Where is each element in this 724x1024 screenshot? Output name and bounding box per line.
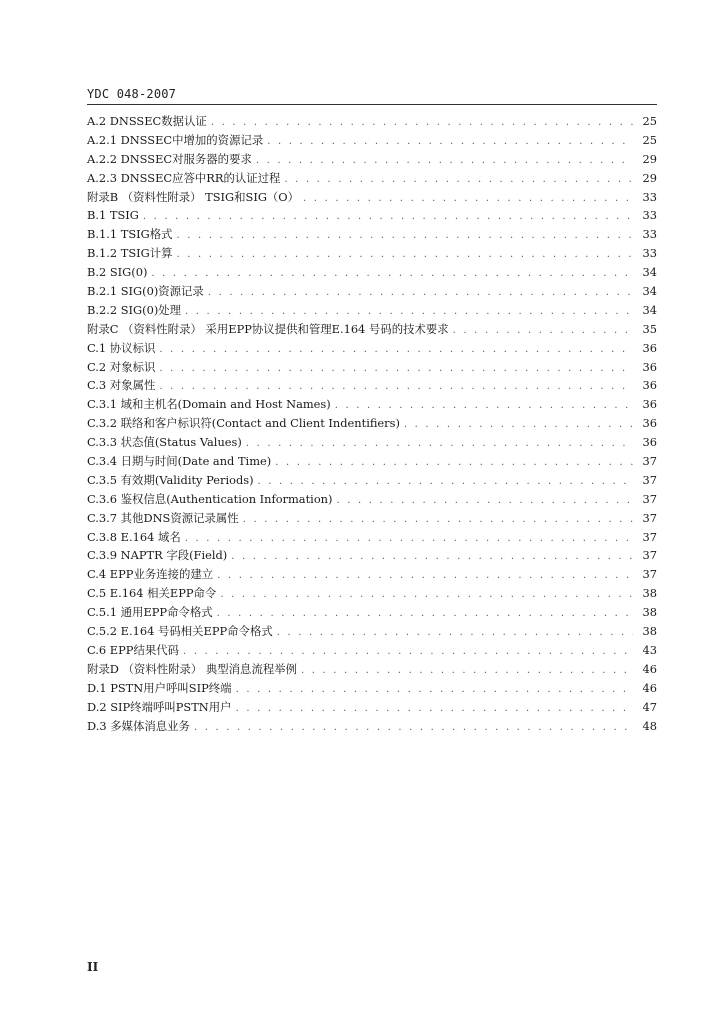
toc-entry-title: C.3.7 其他DNS资源记录属性 bbox=[87, 510, 239, 525]
toc-entry-page-number: 37 bbox=[642, 548, 657, 563]
toc-entry[interactable] bbox=[87, 376, 657, 395]
toc-entry[interactable] bbox=[87, 452, 657, 471]
toc-entry-page-number: 35 bbox=[642, 321, 657, 336]
toc-entry-title: 附录D （资料性附录） 典型消息流程举例 bbox=[87, 661, 298, 676]
toc-entry-title: B.1 TSIG bbox=[87, 208, 139, 223]
toc-entry-page-number: 38 bbox=[642, 605, 657, 620]
toc-entry[interactable] bbox=[87, 641, 657, 660]
toc-entry[interactable] bbox=[87, 263, 657, 282]
toc-entry-page-number: 34 bbox=[642, 265, 657, 280]
toc-entry[interactable] bbox=[87, 565, 657, 584]
toc-dot-leader bbox=[151, 265, 633, 284]
toc-entry[interactable] bbox=[87, 433, 657, 452]
toc-dot-leader bbox=[231, 548, 633, 567]
toc-entry-title: D.3 多媒体消息业务 bbox=[87, 718, 190, 733]
toc-entry-title: C.3.6 鉴权信息(Authentication Information) bbox=[87, 491, 333, 506]
toc-entry-title: D.1 PSTN用户呼叫SIP终端 bbox=[87, 680, 232, 695]
toc-entry-title: C.4 EPP业务连接的建立 bbox=[87, 567, 214, 582]
header-divider bbox=[87, 104, 657, 105]
toc-dot-leader bbox=[236, 700, 633, 719]
toc-entry-page-number: 47 bbox=[642, 699, 657, 714]
toc-entry-title: B.1.2 TSIG计算 bbox=[87, 246, 173, 261]
toc-entry-title: A.2.2 DNSSEC对服务器的要求 bbox=[87, 151, 252, 166]
toc-entry[interactable] bbox=[87, 660, 657, 679]
toc-entry-page-number: 29 bbox=[642, 170, 657, 185]
toc-dot-leader bbox=[275, 454, 633, 473]
toc-entry-title: C.3.2 联络和客户标识符(Contact and Client Indentifiers) bbox=[87, 416, 400, 431]
toc-dot-leader bbox=[194, 719, 633, 738]
toc-entry-title: B.1.1 TSIG格式 bbox=[87, 227, 173, 242]
toc-entry[interactable] bbox=[87, 490, 657, 509]
toc-entry[interactable] bbox=[87, 301, 657, 320]
toc-entry-page-number: 33 bbox=[642, 208, 657, 223]
toc-entry[interactable] bbox=[87, 698, 657, 717]
toc-entry[interactable] bbox=[87, 206, 657, 225]
toc-entry-page-number: 37 bbox=[642, 510, 657, 525]
toc-entry-page-number: 37 bbox=[642, 529, 657, 544]
toc-dot-leader bbox=[159, 360, 633, 379]
toc-entry-page-number: 38 bbox=[642, 624, 657, 639]
toc-entry-title: C.5.2 E.164 号码相关EPP命令格式 bbox=[87, 624, 273, 639]
document-code-header: YDC 048-2007 bbox=[87, 87, 177, 101]
toc-entry[interactable] bbox=[87, 225, 657, 244]
toc-entry-page-number: 37 bbox=[642, 491, 657, 506]
toc-entry[interactable] bbox=[87, 546, 657, 565]
toc-entry-page-number: 33 bbox=[642, 189, 657, 204]
toc-entry-page-number: 38 bbox=[642, 586, 657, 601]
toc-entry[interactable] bbox=[87, 622, 657, 641]
toc-entry-title: B.2.2 SIG(0)处理 bbox=[87, 302, 182, 317]
toc-entry-page-number: 46 bbox=[642, 661, 657, 676]
toc-entry-title: B.2.1 SIG(0)资源记录 bbox=[87, 284, 204, 299]
toc-entry-page-number: 37 bbox=[642, 472, 657, 487]
toc-entry-title: C.3.8 E.164 域名 bbox=[87, 529, 181, 544]
toc-dot-leader bbox=[243, 511, 633, 530]
toc-entry-page-number: 34 bbox=[642, 302, 657, 317]
toc-entry-page-number: 34 bbox=[642, 284, 657, 299]
toc-entry-title: C.3.5 有效期(Validity Periods) bbox=[87, 472, 254, 487]
toc-entry-page-number: 36 bbox=[642, 359, 657, 374]
toc-entry-title: C.3.3 状态值(Status Values) bbox=[87, 435, 242, 450]
toc-dot-leader bbox=[177, 227, 633, 246]
toc-entry[interactable] bbox=[87, 112, 657, 131]
toc-entry-page-number: 36 bbox=[642, 340, 657, 355]
toc-dot-leader bbox=[301, 662, 633, 681]
toc-entry[interactable] bbox=[87, 603, 657, 622]
toc-entry-page-number: 48 bbox=[642, 718, 657, 733]
toc-entry[interactable] bbox=[87, 169, 657, 188]
toc-entry-title: C.1 协议标识 bbox=[87, 340, 156, 355]
toc-dot-leader bbox=[284, 171, 633, 190]
toc-entry-title: B.2 SIG(0) bbox=[87, 265, 148, 280]
toc-dot-leader bbox=[256, 152, 633, 171]
toc-dot-leader bbox=[185, 530, 633, 549]
toc-dot-leader bbox=[177, 246, 633, 265]
toc-entry-title: C.3.1 域和主机名(Domain and Host Names) bbox=[87, 397, 331, 412]
toc-dot-leader bbox=[303, 190, 633, 209]
toc-entry-title: C.3 对象属性 bbox=[87, 378, 156, 393]
toc-dot-leader bbox=[236, 681, 633, 700]
toc-dot-leader bbox=[217, 567, 633, 586]
toc-entry-title: A.2 DNSSEC数据认证 bbox=[87, 114, 207, 128]
toc-entry-page-number: 25 bbox=[642, 114, 657, 128]
toc-entry-page-number: 33 bbox=[642, 246, 657, 261]
toc-dot-leader bbox=[453, 322, 633, 341]
toc-entry-title: A.2.1 DNSSEC中增加的资源记录 bbox=[87, 132, 264, 147]
toc-dot-leader bbox=[404, 416, 633, 435]
toc-dot-leader bbox=[277, 624, 633, 643]
toc-dot-leader bbox=[143, 208, 633, 227]
toc-entry-page-number: 37 bbox=[642, 454, 657, 469]
toc-entry[interactable] bbox=[87, 339, 657, 358]
toc-entry[interactable] bbox=[87, 509, 657, 528]
toc-entry-page-number: 43 bbox=[642, 642, 657, 657]
toc-entry-page-number: 25 bbox=[642, 132, 657, 147]
toc-entry-title: 附录B （资料性附录） TSIG和SIG（O） bbox=[87, 189, 300, 204]
toc-dot-leader bbox=[208, 284, 633, 303]
toc-entry-title: A.2.3 DNSSEC应答中RR的认证过程 bbox=[87, 170, 281, 185]
toc-dot-leader bbox=[220, 586, 633, 605]
toc-dot-leader bbox=[246, 435, 633, 454]
toc-entry-page-number: 36 bbox=[642, 378, 657, 393]
toc-entry[interactable] bbox=[87, 282, 657, 301]
toc-entry-page-number: 36 bbox=[642, 416, 657, 431]
toc-entry-title: 附录C （资料性附录） 采用EPP协议提供和管理E.164 号码的技术要求 bbox=[87, 321, 449, 336]
toc-entry[interactable] bbox=[87, 320, 657, 339]
toc-dot-leader bbox=[211, 114, 633, 133]
toc-entry-title: C.6 EPP结果代码 bbox=[87, 642, 180, 657]
toc-entry-page-number: 37 bbox=[642, 567, 657, 582]
toc-entry[interactable] bbox=[87, 358, 657, 377]
toc-entry[interactable] bbox=[87, 471, 657, 490]
toc-dot-leader bbox=[336, 492, 633, 511]
toc-entry[interactable] bbox=[87, 584, 657, 603]
page-number: II bbox=[87, 960, 99, 974]
table-of-contents bbox=[87, 112, 657, 735]
toc-entry-page-number: 33 bbox=[642, 227, 657, 242]
toc-entry-title: C.2 对象标识 bbox=[87, 359, 156, 374]
toc-entry-title: C.5 E.164 相关EPP命令 bbox=[87, 586, 217, 601]
toc-entry[interactable] bbox=[87, 131, 657, 150]
toc-entry-page-number: 46 bbox=[642, 680, 657, 695]
toc-entry[interactable] bbox=[87, 244, 657, 263]
toc-dot-leader bbox=[267, 133, 633, 152]
toc-entry[interactable] bbox=[87, 150, 657, 169]
toc-entry-page-number: 36 bbox=[642, 435, 657, 450]
toc-entry[interactable] bbox=[87, 717, 657, 736]
toc-entry[interactable] bbox=[87, 188, 657, 207]
toc-entry[interactable] bbox=[87, 528, 657, 547]
toc-entry-title: C.3.4 日期与时间(Date and Time) bbox=[87, 454, 272, 469]
toc-entry-title: C.3.9 NAPTR 字段(Field) bbox=[87, 548, 228, 563]
toc-entry[interactable] bbox=[87, 414, 657, 433]
toc-entry-page-number: 36 bbox=[642, 397, 657, 412]
toc-entry[interactable] bbox=[87, 679, 657, 698]
toc-entry-title: D.2 SIP终端呼叫PSTN用户 bbox=[87, 699, 232, 714]
toc-dot-leader bbox=[217, 605, 633, 624]
toc-entry[interactable] bbox=[87, 395, 657, 414]
toc-entry-title: C.5.1 通用EPP命令格式 bbox=[87, 605, 213, 620]
toc-dot-leader bbox=[159, 341, 633, 360]
toc-entry-page-number: 29 bbox=[642, 151, 657, 166]
